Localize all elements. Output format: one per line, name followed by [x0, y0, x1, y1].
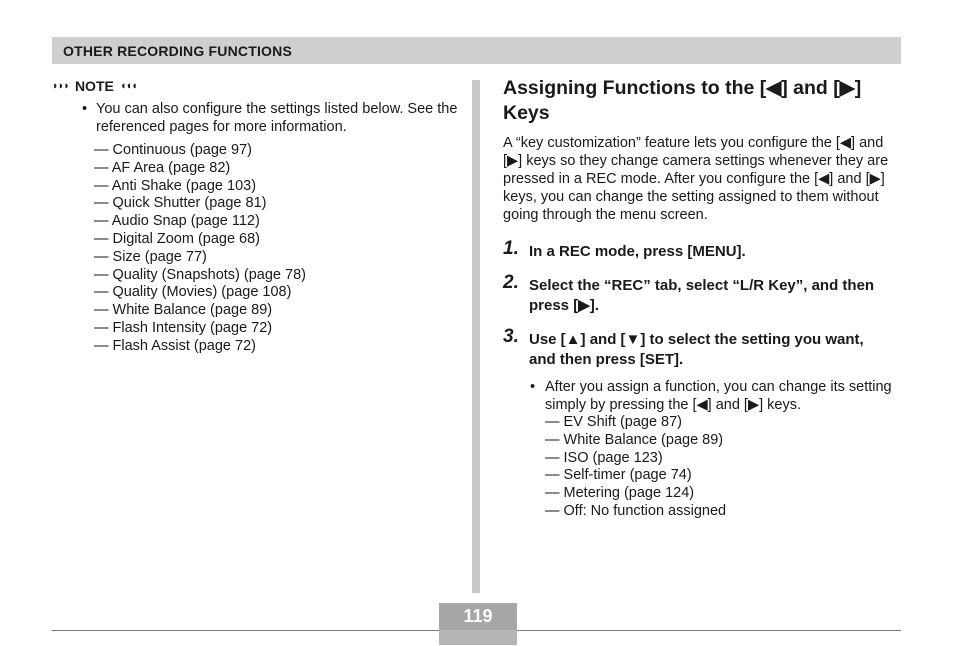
- list-item: — Quick Shutter (page 81): [94, 195, 267, 212]
- list-item: — Size (page 77): [94, 248, 207, 265]
- note-list: [94, 142, 462, 356]
- note-heading: [52, 76, 462, 96]
- list-item: — AF Area (page 82): [94, 159, 231, 176]
- list-item: — Digital Zoom (page 68): [94, 230, 261, 247]
- section-title: OTHER RECORDING FUNCTIONS: [63, 43, 292, 59]
- list-item: — Quality (Snapshots) (page 78): [94, 266, 306, 283]
- list-item: — Metering (page 124): [545, 485, 695, 502]
- list-item: — White Balance (page 89): [545, 431, 724, 448]
- list-item: — Flash Intensity (page 72): [94, 319, 273, 336]
- note-label: NOTE: [74, 78, 114, 94]
- assignable-functions-list: [545, 414, 893, 521]
- step-number: 1.: [503, 238, 519, 259]
- list-item: — Audio Snap (page 112): [94, 213, 260, 230]
- list-item: — Continuous (page 97): [94, 142, 252, 158]
- list-item: — ISO (page 123): [545, 449, 663, 466]
- list-item: — Anti Shake (page 103): [94, 177, 257, 194]
- step-number: 3.: [503, 326, 519, 347]
- list-item: — Quality (Movies) (page 108): [94, 284, 292, 301]
- step-1: [503, 238, 893, 262]
- main-content: [503, 76, 893, 521]
- list-item: — Self-timer (page 74): [545, 467, 692, 484]
- section-header: [52, 37, 901, 64]
- column-divider: [472, 80, 480, 593]
- step-3-bullet: • After you assign a function, you can change its setting simply by pressing the [◀] and [▶] keys.: [530, 378, 893, 414]
- step-3: [503, 326, 893, 370]
- page-number-tab: [439, 630, 517, 645]
- list-item: — EV Shift (page 87): [545, 414, 683, 430]
- note-deco-left-icon: ◗◗◗: [52, 80, 69, 92]
- note-panel: [52, 76, 462, 356]
- page-number: 119: [439, 603, 517, 630]
- list-item: — White Balance (page 89): [94, 302, 273, 319]
- intro-paragraph: A “key customization” feature lets you configure the [◀] and [▶] keys so they change camera settings whenever they are pressed in a REC mode. After you configure the [◀] and [▶] keys, you can change the setting assigned to them without going through the menu screen.: [503, 135, 889, 223]
- list-item: — Off: No function assigned: [545, 502, 727, 519]
- step-number: 2.: [503, 272, 519, 293]
- note-deco-right-icon: ◖◖◖: [119, 80, 137, 92]
- step-text: In a REC mode, press [MENU].: [529, 243, 746, 260]
- step-2: [503, 272, 893, 316]
- note-bullet: • You can also configure the settings listed below. See the referenced pages for more information.: [82, 100, 476, 136]
- step-text: Use [▲] and [▼] to select the setting you want, and then press [SET].: [529, 331, 864, 368]
- step-text: Select the “REC” tab, select “L/R Key”, and then press [▶].: [529, 277, 875, 314]
- page-title: Assigning Functions to the [◀] and [▶] Keys: [503, 77, 862, 124]
- list-item: — Flash Assist (page 72): [94, 337, 256, 354]
